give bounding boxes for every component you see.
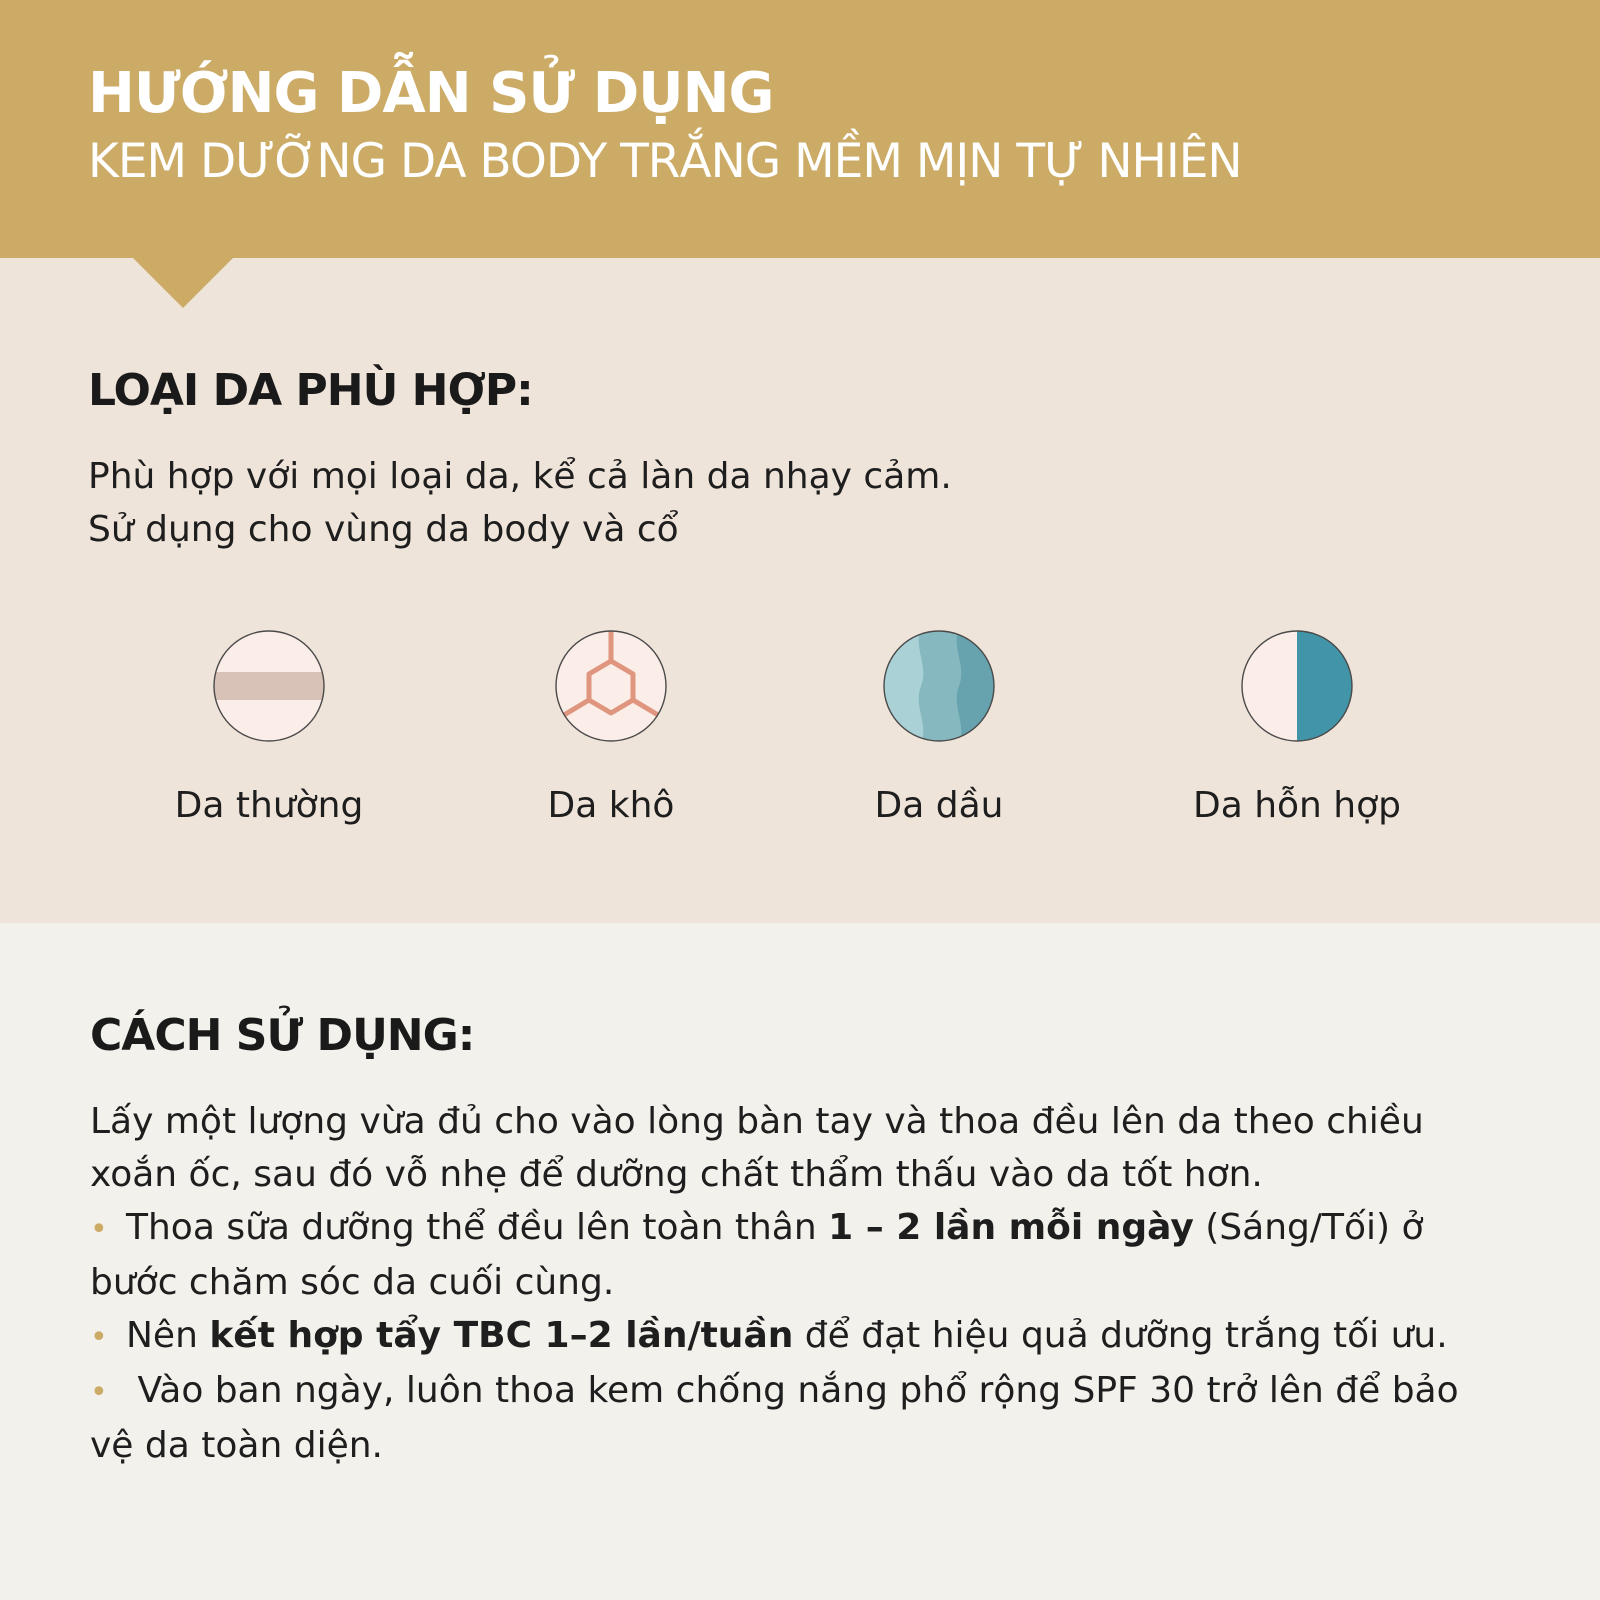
normal-skin-icon (211, 628, 327, 744)
header-pointer (133, 258, 233, 308)
usage-bullet (90, 1309, 1510, 1364)
skin-type-label: Da hỗn hợp (1192, 785, 1402, 826)
usage-heading: CÁCH SỬ DỤNG: (90, 1010, 475, 1061)
bullet-text: Vào ban ngày, luôn thoa kem chống nắng phổ rộng SPF 30 trở lên để bảo vệ da toàn diện. (90, 1370, 1459, 1466)
bullet-text: Thoa sữa dưỡng thể đều lên toàn thân (126, 1207, 829, 1248)
usage-bullet (90, 1201, 1510, 1309)
usage-instructions (90, 1095, 1510, 1472)
oily-skin-icon (881, 628, 997, 744)
skin-type-description (88, 450, 1288, 556)
skin-type-dry (431, 628, 791, 828)
dry-skin-icon (553, 628, 669, 744)
usage-bullet (90, 1364, 1510, 1472)
bullet-emphasis: kết hợp tẩy TBC 1–2 lần/tuần (209, 1315, 794, 1356)
skin-type-normal (89, 628, 449, 828)
page-title: HƯỚNG DẪN SỬ DỤNG (88, 61, 774, 126)
skin-type-label: Da thường (174, 785, 364, 826)
bullet-dot-icon: • (90, 1212, 108, 1247)
bullet-text: để đạt hiệu quả dưỡng trắng tối ưu. (793, 1315, 1448, 1356)
skin-type-combination (1117, 628, 1477, 828)
skin-type-heading: LOẠI DA PHÙ HỢP: (88, 365, 533, 416)
skin-type-oily (759, 628, 1119, 828)
bullet-emphasis: 1 – 2 lần mỗi ngày (828, 1207, 1194, 1248)
bullet-dot-icon: • (90, 1320, 108, 1355)
bullet-text: (Sáng/Tối) ở bước chăm sóc da cuối cùng. (90, 1207, 1424, 1303)
bullet-dot-icon: • (90, 1375, 108, 1410)
bullet-text: Nên (126, 1315, 210, 1356)
usage-intro: Lấy một lượng vừa đủ cho vào lòng bàn tay và thoa đều lên da theo chiều xoắn ốc, sau đó vỗ nhẹ để dưỡng chất thẩm thấu vào da tốt hơn. (90, 1101, 1424, 1195)
header-banner (0, 0, 1600, 258)
description-line: Sử dụng cho vùng da body và cổ (88, 509, 679, 550)
skin-type-label: Da khô (547, 785, 675, 826)
page-subtitle: KEM DƯỠNG DA BODY TRẮNG MỀM MỊN TỰ NHIÊN (88, 134, 1242, 189)
description-line: Phù hợp với mọi loại da, kể cả làn da nhạy cảm. (88, 456, 952, 497)
skin-type-label: Da dầu (874, 785, 1004, 826)
combination-skin-icon (1239, 628, 1355, 744)
